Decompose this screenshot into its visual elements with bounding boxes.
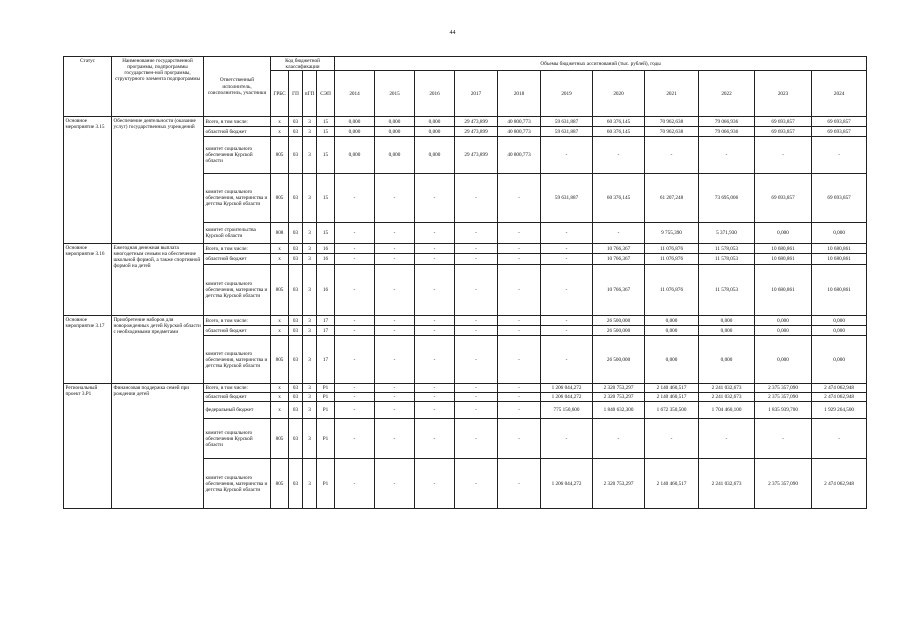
- cell-code-sep: 15: [317, 174, 335, 223]
- cell-value-2023: 2 375 357,090: [755, 384, 812, 393]
- cell-value-2014: 0,000: [335, 117, 375, 127]
- header-code-сэп: СЭП: [317, 71, 335, 117]
- cell-value-2014: -: [335, 419, 375, 459]
- header-year-2022: 2022: [699, 71, 755, 117]
- cell-value-2018: -: [498, 223, 541, 244]
- cell-executor: комитет социального обеспечения, материнства и детства Курской области: [204, 336, 271, 384]
- cell-value-2023: 0,000: [755, 326, 812, 336]
- cell-value-2022: 0,000: [699, 316, 755, 326]
- cell-value-2021: 61 207,248: [645, 174, 699, 223]
- cell-status: Основное мероприятие 3.17: [64, 316, 112, 384]
- cell-value-2020: -: [593, 223, 645, 244]
- cell-value-2023: 0,000: [755, 316, 812, 326]
- budget-table: [63, 56, 867, 509]
- cell-value-2016: -: [415, 459, 455, 509]
- cell-value-2022: 5 371,930: [699, 223, 755, 244]
- cell-code-grbs: 805: [271, 419, 289, 459]
- cell-code-grbs: 805: [271, 459, 289, 509]
- cell-value-2024: -: [812, 137, 867, 174]
- cell-code-grbs: x: [271, 384, 289, 393]
- cell-value-2018: -: [498, 419, 541, 459]
- cell-code-gp: 03: [289, 174, 303, 223]
- cell-value-2024: 0,000: [812, 336, 867, 384]
- cell-value-2019: -: [541, 265, 593, 316]
- cell-executor: комитет социального обеспечения Курской области: [204, 137, 271, 174]
- table-row: [64, 384, 867, 393]
- cell-executor: Всего, в том числе:: [204, 117, 271, 127]
- cell-executor: областной бюджет: [204, 127, 271, 137]
- cell-value-2024: 69 693,857: [812, 174, 867, 223]
- cell-value-2015: -: [375, 244, 415, 254]
- cell-value-2017: -: [455, 244, 498, 254]
- cell-code-sep: P1: [317, 419, 335, 459]
- cell-code-grbs: x: [271, 316, 289, 326]
- cell-value-2024: 2 474 062,948: [812, 459, 867, 509]
- cell-value-2020: -: [593, 137, 645, 174]
- cell-value-2018: 40 800,773: [498, 117, 541, 127]
- header-code-грбс: ГРБС: [271, 71, 289, 117]
- cell-code-pgp: 3: [303, 117, 317, 127]
- cell-value-2021: 2 140 460,517: [645, 459, 699, 509]
- cell-value-2022: -: [699, 419, 755, 459]
- cell-value-2018: -: [498, 265, 541, 316]
- header-year-2017: 2017: [455, 71, 498, 117]
- cell-value-2024: 10 680,861: [812, 265, 867, 316]
- cell-value-2024: 69 693,857: [812, 127, 867, 137]
- cell-value-2018: -: [498, 174, 541, 223]
- header-year-2023: 2023: [755, 71, 812, 117]
- cell-value-2014: -: [335, 265, 375, 316]
- cell-code-pgp: 3: [303, 384, 317, 393]
- cell-value-2014: -: [335, 336, 375, 384]
- cell-value-2015: -: [375, 393, 415, 402]
- cell-value-2021: 70 962,638: [645, 127, 699, 137]
- cell-value-2017: -: [455, 265, 498, 316]
- cell-value-2016: 0,000: [415, 117, 455, 127]
- cell-executor: комитет строительства Курской области: [204, 223, 271, 244]
- cell-value-2024: 2 474 062,948: [812, 393, 867, 402]
- cell-value-2019: 1 206 044,272: [541, 459, 593, 509]
- cell-value-2020: 2 320 753,297: [593, 459, 645, 509]
- cell-code-sep: P1: [317, 393, 335, 402]
- cell-executor: Всего, в том числе:: [204, 384, 271, 393]
- cell-code-sep: 16: [317, 254, 335, 265]
- cell-code-sep: 17: [317, 326, 335, 336]
- cell-code-gp: 03: [289, 419, 303, 459]
- cell-value-2017: 29 473,899: [455, 137, 498, 174]
- cell-value-2024: 69 693,857: [812, 117, 867, 127]
- cell-executor: областной бюджет: [204, 393, 271, 402]
- cell-value-2018: -: [498, 384, 541, 393]
- cell-code-sep: 17: [317, 336, 335, 384]
- cell-value-2023: 0,000: [755, 336, 812, 384]
- cell-code-pgp: 3: [303, 393, 317, 402]
- cell-value-2014: -: [335, 244, 375, 254]
- cell-code-pgp: 3: [303, 254, 317, 265]
- cell-value-2014: -: [335, 174, 375, 223]
- cell-value-2018: 40 800,773: [498, 137, 541, 174]
- cell-value-2021: 70 962,638: [645, 117, 699, 127]
- cell-value-2016: -: [415, 384, 455, 393]
- cell-value-2015: -: [375, 384, 415, 393]
- cell-code-gp: 03: [289, 326, 303, 336]
- cell-code-pgp: 3: [303, 326, 317, 336]
- header-year-2020: 2020: [593, 71, 645, 117]
- cell-value-2023: 2 375 357,090: [755, 459, 812, 509]
- cell-value-2015: 0,000: [375, 117, 415, 127]
- cell-value-2021: 11 076,876: [645, 244, 699, 254]
- cell-value-2017: -: [455, 402, 498, 419]
- cell-code-grbs: 805: [271, 137, 289, 174]
- cell-code-sep: 16: [317, 244, 335, 254]
- cell-value-2015: -: [375, 459, 415, 509]
- cell-code-sep: 16: [317, 265, 335, 316]
- cell-executor: комитет социального обеспечения, материнства и детства Курской области: [204, 265, 271, 316]
- cell-code-gp: 03: [289, 265, 303, 316]
- cell-value-2019: -: [541, 223, 593, 244]
- table-row: [64, 117, 867, 127]
- cell-value-2019: 59 631,887: [541, 117, 593, 127]
- cell-value-2014: -: [335, 223, 375, 244]
- cell-value-2023: 10 680,861: [755, 254, 812, 265]
- cell-value-2017: -: [455, 419, 498, 459]
- cell-value-2016: -: [415, 336, 455, 384]
- cell-value-2021: 0,000: [645, 336, 699, 384]
- cell-value-2019: -: [541, 254, 593, 265]
- cell-code-gp: 03: [289, 384, 303, 393]
- cell-executor: Всего, в том числе:: [204, 316, 271, 326]
- cell-value-2023: 0,000: [755, 223, 812, 244]
- cell-value-2021: 2 140 460,517: [645, 384, 699, 393]
- cell-value-2023: 10 680,861: [755, 244, 812, 254]
- header-year-2019: 2019: [541, 71, 593, 117]
- cell-value-2021: -: [645, 419, 699, 459]
- cell-value-2019: -: [541, 419, 593, 459]
- cell-code-gp: 03: [289, 402, 303, 419]
- header-year-2018: 2018: [498, 71, 541, 117]
- cell-code-pgp: 3: [303, 223, 317, 244]
- cell-value-2017: -: [455, 174, 498, 223]
- cell-value-2018: -: [498, 254, 541, 265]
- cell-value-2016: 0,000: [415, 137, 455, 174]
- cell-code-sep: P1: [317, 402, 335, 419]
- cell-value-2024: 10 680,861: [812, 254, 867, 265]
- cell-value-2019: -: [541, 336, 593, 384]
- cell-value-2020: 26 500,000: [593, 316, 645, 326]
- cell-value-2019: 59 631,887: [541, 127, 593, 137]
- cell-value-2020: 26 500,000: [593, 326, 645, 336]
- cell-value-2022: 2 241 032,673: [699, 459, 755, 509]
- cell-code-sep: 15: [317, 127, 335, 137]
- cell-value-2020: 26 500,000: [593, 336, 645, 384]
- cell-value-2020: 60 376,145: [593, 174, 645, 223]
- cell-value-2023: 10 680,861: [755, 265, 812, 316]
- cell-value-2014: 0,000: [335, 137, 375, 174]
- header-year-2014: 2014: [335, 71, 375, 117]
- cell-code-pgp: 3: [303, 127, 317, 137]
- cell-executor: областной бюджет: [204, 254, 271, 265]
- cell-value-2016: -: [415, 402, 455, 419]
- cell-code-gp: 03: [289, 254, 303, 265]
- cell-value-2019: -: [541, 244, 593, 254]
- cell-value-2017: -: [455, 223, 498, 244]
- cell-value-2021: 2 140 460,517: [645, 393, 699, 402]
- cell-value-2016: -: [415, 244, 455, 254]
- cell-executor: областной бюджет: [204, 326, 271, 336]
- cell-value-2017: -: [455, 336, 498, 384]
- cell-value-2022: 11 578,053: [699, 265, 755, 316]
- cell-value-2024: 2 474 062,948: [812, 384, 867, 393]
- header-executor: Ответственный исполнитель, соисполнитель, участники: [204, 57, 271, 117]
- cell-code-grbs: 808: [271, 223, 289, 244]
- cell-value-2021: 0,000: [645, 316, 699, 326]
- cell-value-2017: -: [455, 384, 498, 393]
- cell-value-2015: -: [375, 174, 415, 223]
- cell-code-gp: 03: [289, 316, 303, 326]
- cell-value-2022: 0,000: [699, 336, 755, 384]
- cell-code-pgp: 3: [303, 419, 317, 459]
- cell-code-gp: 03: [289, 244, 303, 254]
- cell-value-2024: 10 680,861: [812, 244, 867, 254]
- cell-value-2016: -: [415, 254, 455, 265]
- cell-value-2024: 1 929 264,500: [812, 402, 867, 419]
- cell-code-grbs: 805: [271, 265, 289, 316]
- cell-value-2017: -: [455, 326, 498, 336]
- cell-value-2023: 2 375 357,090: [755, 393, 812, 402]
- cell-value-2019: 1 206 044,272: [541, 393, 593, 402]
- cell-value-2019: -: [541, 326, 593, 336]
- cell-value-2022: 2 241 032,673: [699, 384, 755, 393]
- cell-value-2023: -: [755, 419, 812, 459]
- cell-value-2016: -: [415, 419, 455, 459]
- cell-value-2017: -: [455, 393, 498, 402]
- cell-value-2018: -: [498, 459, 541, 509]
- cell-value-2021: 0,000: [645, 326, 699, 336]
- cell-value-2014: -: [335, 326, 375, 336]
- cell-value-2018: -: [498, 402, 541, 419]
- cell-code-pgp: 3: [303, 174, 317, 223]
- cell-value-2024: 0,000: [812, 223, 867, 244]
- cell-code-pgp: 3: [303, 137, 317, 174]
- cell-value-2023: 69 693,857: [755, 127, 812, 137]
- cell-code-gp: 03: [289, 127, 303, 137]
- cell-code-grbs: x: [271, 393, 289, 402]
- cell-value-2023: 69 693,857: [755, 174, 812, 223]
- cell-executor: Всего, в том числе:: [204, 244, 271, 254]
- header-year-2015: 2015: [375, 71, 415, 117]
- cell-value-2022: 79 066,936: [699, 127, 755, 137]
- cell-code-grbs: 805: [271, 174, 289, 223]
- cell-value-2023: 1 835 939,700: [755, 402, 812, 419]
- cell-value-2016: 0,000: [415, 127, 455, 137]
- page-number: 44: [449, 30, 456, 36]
- cell-value-2017: 29 473,899: [455, 117, 498, 127]
- cell-value-2014: -: [335, 316, 375, 326]
- cell-value-2018: 40 800,773: [498, 127, 541, 137]
- cell-code-sep: P1: [317, 459, 335, 509]
- cell-code-gp: 03: [289, 459, 303, 509]
- cell-value-2022: 2 241 032,673: [699, 393, 755, 402]
- cell-value-2017: -: [455, 316, 498, 326]
- cell-name: Ежегодная денежная выплата многодетным семьям на обеспечение школьной формой, а также спортивной формой на детей: [112, 244, 204, 316]
- cell-value-2019: 59 631,887: [541, 174, 593, 223]
- cell-value-2023: 69 693,857: [755, 117, 812, 127]
- table-row: [64, 316, 867, 326]
- cell-value-2016: -: [415, 265, 455, 316]
- cell-code-gp: 03: [289, 393, 303, 402]
- cell-value-2014: -: [335, 402, 375, 419]
- cell-code-pgp: 3: [303, 336, 317, 384]
- cell-code-pgp: 3: [303, 244, 317, 254]
- header-volumes-group: Объемы бюджетных ассигнований (тыс. рублей), годы: [335, 57, 867, 71]
- cell-code-grbs: x: [271, 326, 289, 336]
- cell-value-2018: -: [498, 316, 541, 326]
- cell-value-2024: 0,000: [812, 316, 867, 326]
- cell-value-2014: -: [335, 459, 375, 509]
- cell-value-2020: 60 376,145: [593, 117, 645, 127]
- cell-value-2021: 9 755,390: [645, 223, 699, 244]
- cell-value-2019: 1 206 044,272: [541, 384, 593, 393]
- cell-executor: комитет социального обеспечения, материнства и детства Курской области: [204, 459, 271, 509]
- cell-code-grbs: x: [271, 117, 289, 127]
- cell-value-2014: 0,000: [335, 127, 375, 137]
- cell-value-2015: -: [375, 254, 415, 265]
- cell-value-2022: 73 695,006: [699, 174, 755, 223]
- cell-code-gp: 03: [289, 137, 303, 174]
- cell-value-2022: 1 704 460,100: [699, 402, 755, 419]
- cell-executor: комитет социального обеспечения Курской области: [204, 419, 271, 459]
- cell-value-2021: 1 672 350,500: [645, 402, 699, 419]
- cell-name: Обеспечение деятельности (оказание услуг) государственных учреждений: [112, 117, 204, 244]
- cell-value-2019: -: [541, 137, 593, 174]
- cell-value-2016: -: [415, 223, 455, 244]
- cell-value-2022: 0,000: [699, 326, 755, 336]
- cell-value-2015: 0,000: [375, 127, 415, 137]
- header-year-2021: 2021: [645, 71, 699, 117]
- header-year-2016: 2016: [415, 71, 455, 117]
- cell-value-2015: -: [375, 336, 415, 384]
- cell-value-2015: -: [375, 223, 415, 244]
- header-code-group: Код бюджетной классификации: [271, 57, 335, 71]
- table-header: [64, 57, 867, 117]
- table-body: [64, 117, 867, 509]
- cell-value-2022: 11 578,053: [699, 254, 755, 265]
- cell-value-2018: -: [498, 326, 541, 336]
- cell-name: Финансовая поддержка семей при рождении детей: [112, 384, 204, 509]
- cell-value-2015: 0,000: [375, 137, 415, 174]
- cell-status: Региональный проект 3.Р1: [64, 384, 112, 509]
- cell-value-2018: -: [498, 336, 541, 384]
- cell-code-sep: 15: [317, 137, 335, 174]
- cell-code-pgp: 3: [303, 402, 317, 419]
- cell-value-2024: 0,000: [812, 326, 867, 336]
- cell-code-sep: 15: [317, 117, 335, 127]
- cell-value-2016: -: [415, 316, 455, 326]
- cell-value-2024: -: [812, 419, 867, 459]
- cell-value-2018: -: [498, 393, 541, 402]
- header-code-пгп: пГП: [303, 71, 317, 117]
- cell-value-2015: -: [375, 316, 415, 326]
- cell-code-grbs: x: [271, 244, 289, 254]
- cell-executor: федеральный бюджет: [204, 402, 271, 419]
- cell-executor: комитет социального обеспечения, материнства и детства Курской области: [204, 174, 271, 223]
- cell-value-2020: 10 766,367: [593, 265, 645, 316]
- cell-value-2014: -: [335, 384, 375, 393]
- cell-value-2016: -: [415, 393, 455, 402]
- cell-status: Основное мероприятие 3.15: [64, 117, 112, 244]
- cell-value-2020: 1 840 632,300: [593, 402, 645, 419]
- cell-code-gp: 03: [289, 117, 303, 127]
- cell-value-2020: -: [593, 419, 645, 459]
- cell-value-2021: 11 076,876: [645, 265, 699, 316]
- header-status: Статус: [64, 57, 112, 117]
- cell-value-2022: -: [699, 137, 755, 174]
- table-row: [64, 244, 867, 254]
- cell-value-2017: -: [455, 254, 498, 265]
- cell-value-2020: 2 320 753,297: [593, 384, 645, 393]
- cell-value-2020: 2 320 753,297: [593, 393, 645, 402]
- cell-code-sep: P1: [317, 384, 335, 393]
- cell-code-pgp: 3: [303, 459, 317, 509]
- cell-code-pgp: 3: [303, 316, 317, 326]
- cell-code-grbs: x: [271, 402, 289, 419]
- cell-value-2021: 11 076,876: [645, 254, 699, 265]
- cell-value-2014: -: [335, 254, 375, 265]
- cell-name: Приобретение наборов для новорожденных детей Курской области с необходимыми предметами: [112, 316, 204, 384]
- cell-value-2015: -: [375, 326, 415, 336]
- cell-code-pgp: 3: [303, 265, 317, 316]
- cell-code-sep: 15: [317, 223, 335, 244]
- cell-code-gp: 03: [289, 336, 303, 384]
- cell-value-2015: -: [375, 419, 415, 459]
- cell-code-grbs: x: [271, 127, 289, 137]
- cell-value-2021: -: [645, 137, 699, 174]
- cell-status: Основное мероприятие 3.16: [64, 244, 112, 316]
- header-code-гп: ГП: [289, 71, 303, 117]
- cell-value-2017: 29 473,899: [455, 127, 498, 137]
- cell-value-2019: -: [541, 316, 593, 326]
- cell-value-2015: -: [375, 265, 415, 316]
- cell-code-grbs: 805: [271, 336, 289, 384]
- cell-code-sep: 17: [317, 316, 335, 326]
- cell-code-gp: 03: [289, 223, 303, 244]
- cell-code-grbs: x: [271, 254, 289, 265]
- header-year-2024: 2024: [812, 71, 867, 117]
- cell-value-2016: -: [415, 174, 455, 223]
- cell-value-2019: 775 150,600: [541, 402, 593, 419]
- cell-value-2022: 11 578,053: [699, 244, 755, 254]
- cell-value-2014: -: [335, 393, 375, 402]
- cell-value-2023: -: [755, 137, 812, 174]
- cell-value-2020: 10 766,367: [593, 254, 645, 265]
- cell-value-2020: 10 766,367: [593, 244, 645, 254]
- cell-value-2017: -: [455, 459, 498, 509]
- cell-value-2016: -: [415, 326, 455, 336]
- header-name: Наименование государственной программы, подпрограммы государствен-ной программы, структурного элемента подпрограммы: [112, 57, 204, 117]
- cell-value-2018: -: [498, 244, 541, 254]
- cell-value-2020: 60 376,145: [593, 127, 645, 137]
- cell-value-2022: 79 066,936: [699, 117, 755, 127]
- cell-value-2015: -: [375, 402, 415, 419]
